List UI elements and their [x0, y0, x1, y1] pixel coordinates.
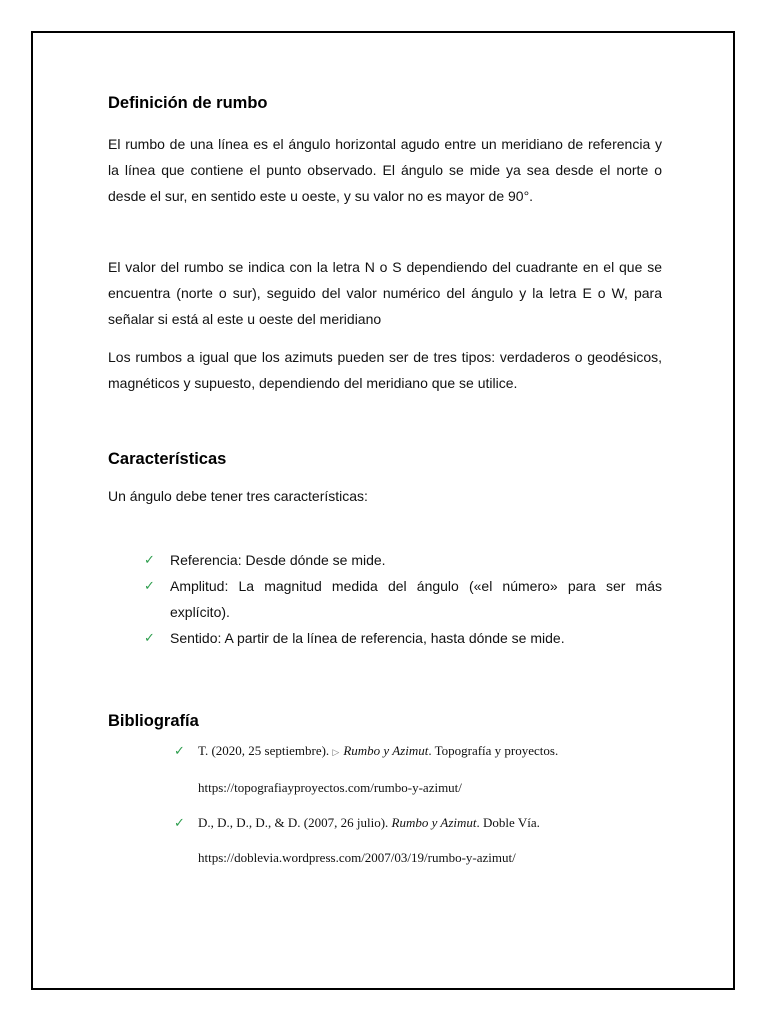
- list-item: [144, 625, 662, 651]
- bibliography-entry: [174, 805, 678, 875]
- citation-prefix: T. (2020, 25 septiembre).: [198, 743, 330, 758]
- citation-title: Rumbo y Azimut: [343, 743, 429, 758]
- list-item: [144, 547, 662, 573]
- paragraph-definicion-2: El valor del rumbo se indica con la letra N o S dependiendo del cuadrante en el que se encuentra (norte o sur), seguido del valor numérico del ángulo y la letra E o W, para señalar si está al este u oeste del meridiano: [108, 259, 662, 327]
- paragraph-definicion-1: El rumbo de una línea es el ángulo horizontal agudo entre un meridiano de referencia y la línea que contiene el punto observado. El ángulo se mide ya sea desde el norte o desde el sur, en sentido este u oeste, y su valor no es mayor de 90°.: [108, 136, 662, 204]
- check-icon: ✓: [144, 630, 155, 645]
- triangle-icon: ▷: [332, 747, 340, 757]
- check-icon: ✓: [144, 552, 155, 567]
- check-icon: ✓: [174, 743, 185, 758]
- list-item: [144, 573, 662, 625]
- list-item-text: Referencia: Desde dónde se mide.: [170, 552, 386, 568]
- characteristics-list: [144, 547, 662, 651]
- citation-suffix: . Doble Vía.: [476, 815, 540, 830]
- citation-title: Rumbo y Azimut: [391, 815, 477, 830]
- heading-bibliografia: Bibliografía: [108, 712, 199, 730]
- heading-caracteristicas: Características: [108, 450, 227, 468]
- paragraph-caracteristicas-intro: Un ángulo debe tener tres características:: [108, 488, 368, 504]
- check-icon: ✓: [144, 578, 155, 593]
- citation-url[interactable]: https://topografiayproyectos.com/rumbo-y-azimut/: [198, 780, 462, 795]
- document-page: [31, 31, 735, 990]
- list-item-text: Amplitud: La magnitud medida del ángulo («el número» para ser más explícito).: [170, 578, 662, 620]
- bibliography-entry: [174, 733, 678, 805]
- paragraph-definicion-3: Los rumbos a igual que los azimuts pueden ser de tres tipos: verdaderos o geodésicos, magnéticos y supuesto, dependiendo del meridiano que se utilice.: [108, 349, 662, 391]
- bibliography-list: [174, 733, 678, 875]
- citation-url[interactable]: https://doblevia.wordpress.com/2007/03/19/rumbo-y-azimut/: [198, 850, 516, 865]
- heading-definicion: Definición de rumbo: [108, 94, 268, 112]
- citation-suffix: . Topografía y proyectos.: [428, 743, 559, 758]
- list-item-text: Sentido: A partir de la línea de referencia, hasta dónde se mide.: [170, 630, 565, 646]
- citation-prefix: D., D., D., D., & D. (2007, 26 julio).: [198, 815, 389, 830]
- check-icon: ✓: [174, 815, 185, 830]
